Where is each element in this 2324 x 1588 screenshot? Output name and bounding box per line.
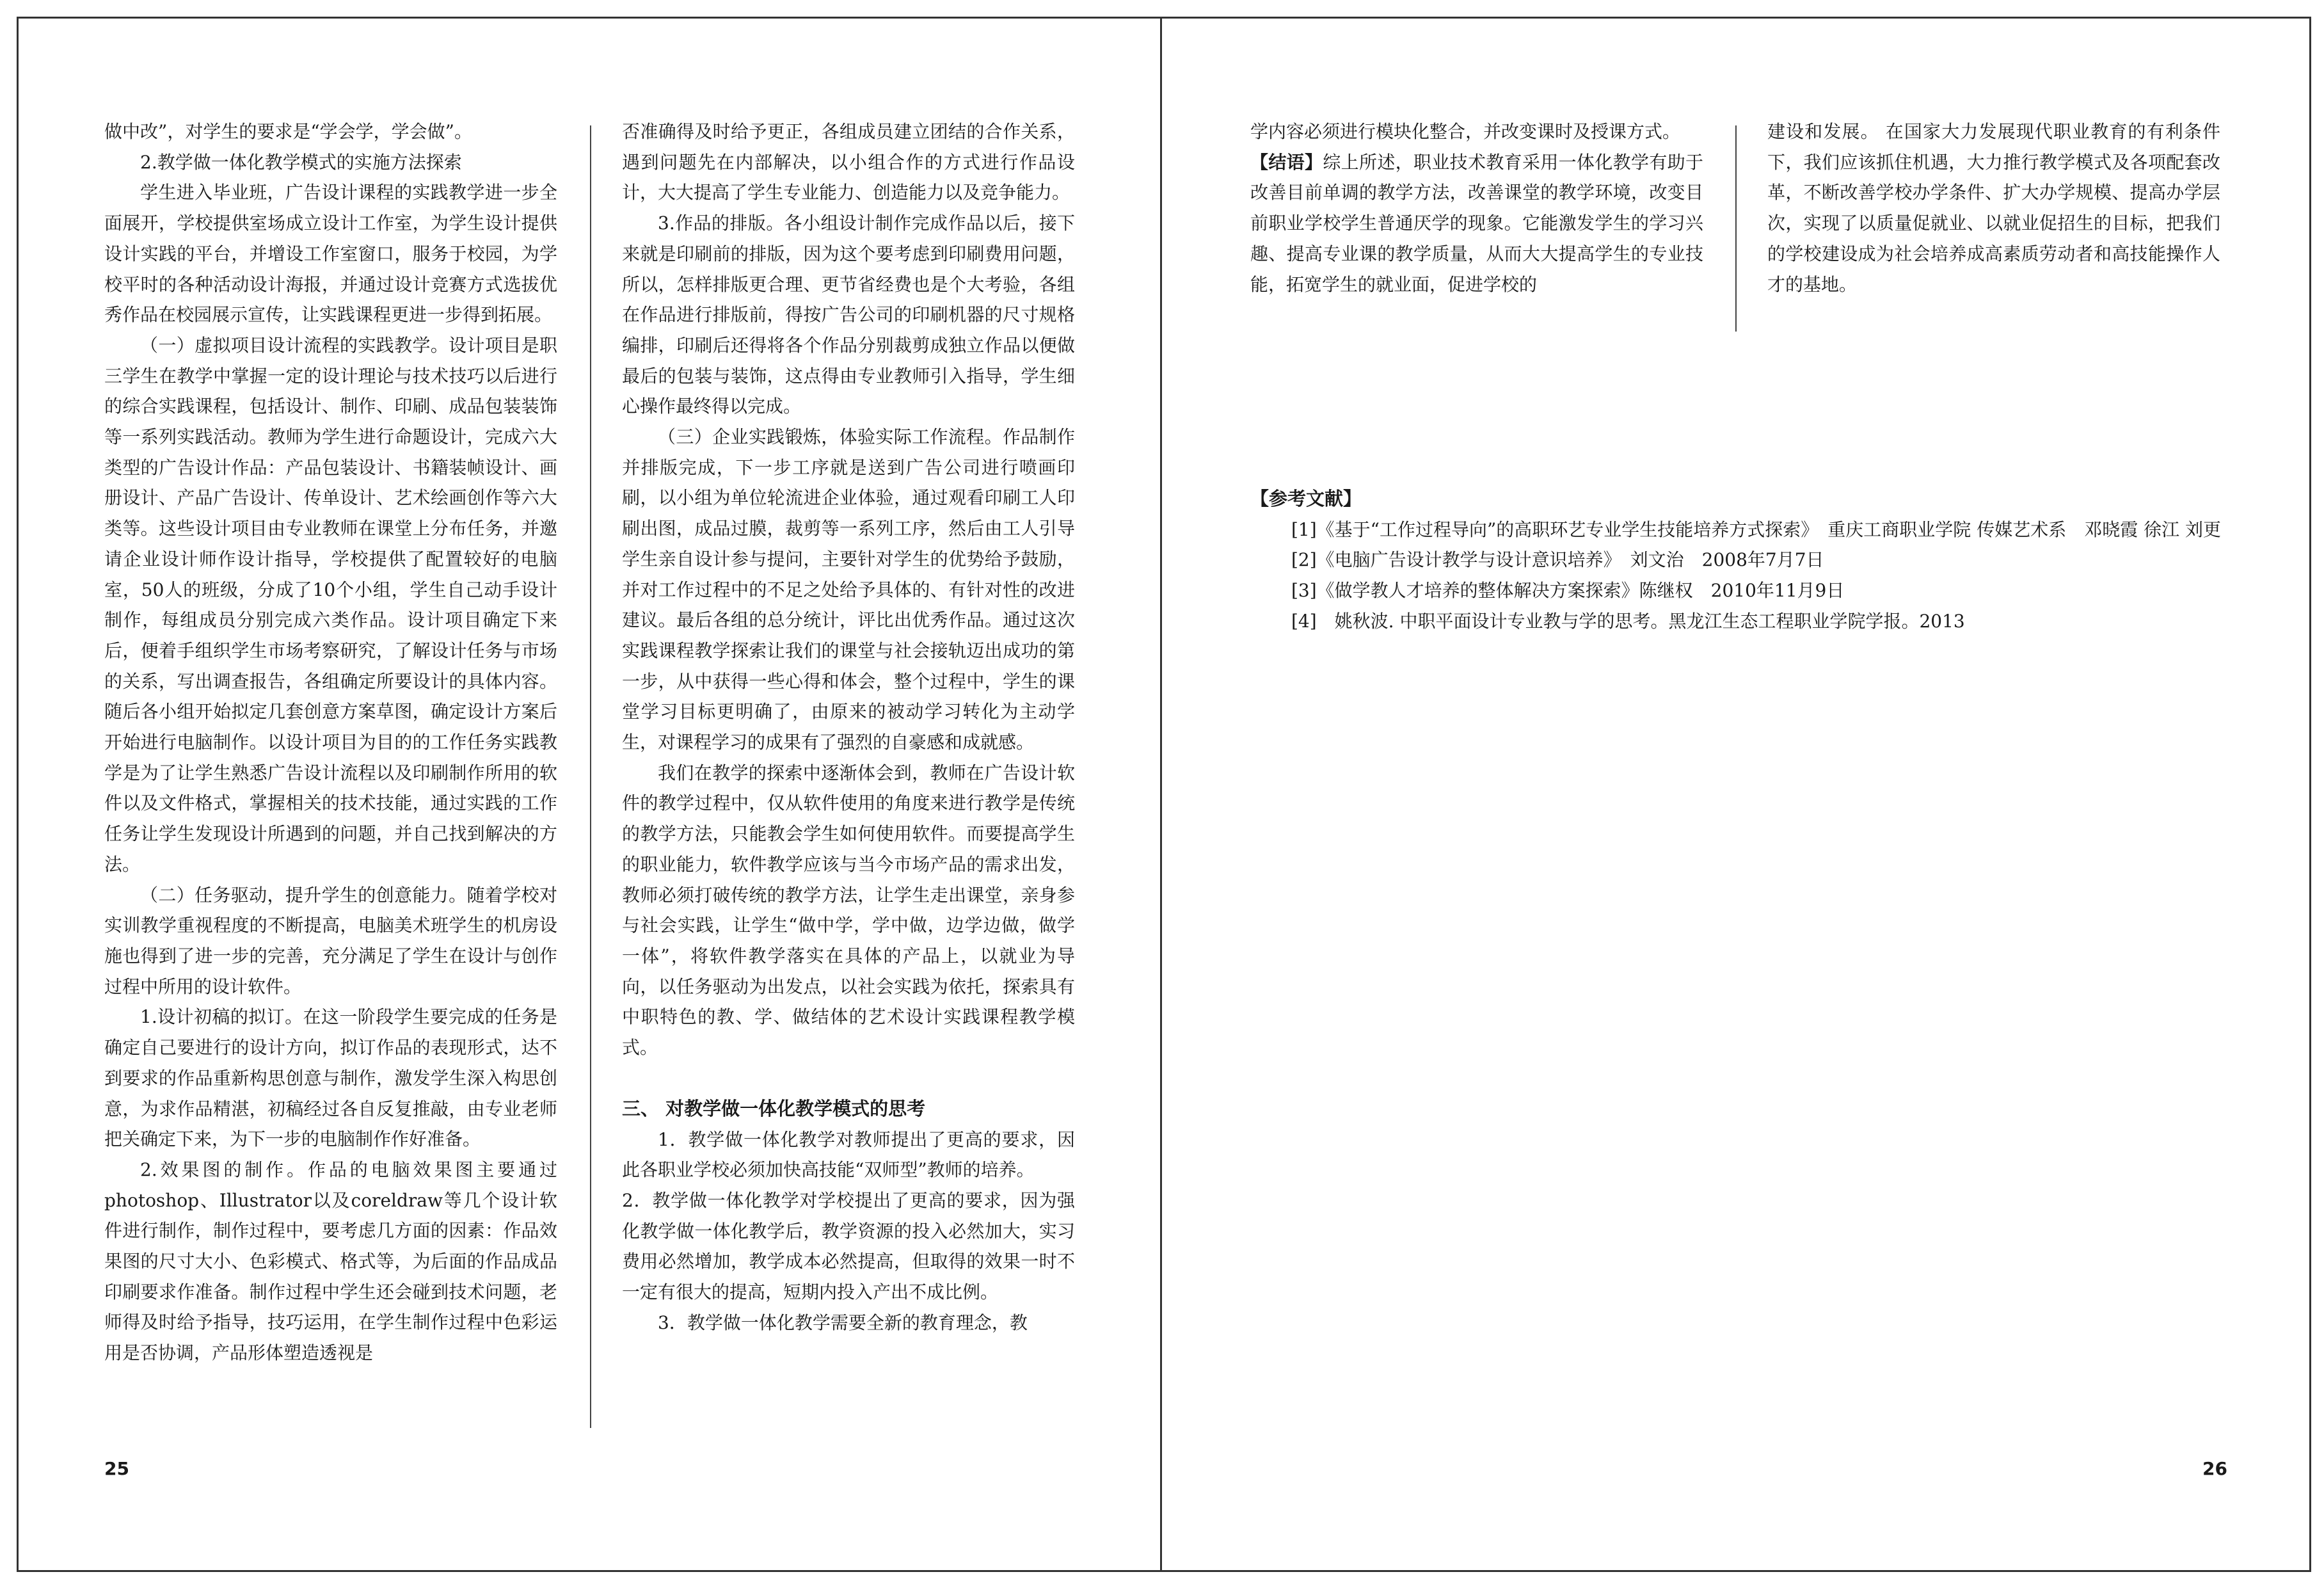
reference-item: [2]《电脑广告设计教学与设计意识培养》 刘文治 2008年7月7日	[1291, 549, 1824, 571]
paragraph: 1.设计初稿的拟订。在这一阶段学生要完成的任务是确定自己要进行的设计方向，拟订作品的表现形式，达不到要求的作品重新构思创意与制作，激发学生深入构思创意，为求作品精湛，初稿经过各自反复推敲，由专业老师把关确定下来，为下一步的电脑制作作好准备。	[104, 1006, 557, 1150]
paragraph: （一）虚拟项目设计流程的实践教学。设计项目是职三学生在教学中掌握一定的设计理论与技术技巧以后进行的综合实践课程，包括设计、制作、印刷、成品包装装饰等一系列实践活动。教师为学生进行命题设计，完成六大类型的广告设计作品：产品包装设计、书籍装帧设计、画册设计、产品广告设计、传单设计、艺术绘画创作等六大类等。这些设计项目由专业教师在课堂上分布任务，并邀请企业设计师作设计指导，学校提供了配置较好的电脑室，50人的班级，分成了10个小组，学生自己动手设计制作，每组成员分别完成六类作品。设计项目确定下来后，便着手组织学生市场考察研究，了解设计任务与市场的关系，写出调查报告，各组确定所要设计的具体内容。随后各小组开始拟定几套创意方案草图，确定设计方案后开始进行电脑制作。以设计项目为目的的工作任务实践教学是为了让学生熟悉广告设计流程以及印刷制作所用的软件以及文件格式，掌握相关的技术技能，通过实践的工作任务让学生发现设计所遇到的问题，并自己找到解决的方法。	[104, 334, 557, 875]
paragraph: 2．教学做一体化教学对学校提出了更高的要求，因为强化教学做一体化教学后，教学资源的投入必然加大，实习费用必然增加，教学成本必然提高，但取得的效果一时不一定有很大的提高，短期内投入产出不成比例。	[622, 1189, 1075, 1303]
left-page-column-1	[104, 116, 557, 1368]
paragraph: （二）任务驱动，提升学生的创意能力。随着学校对实训教学重视程度的不断提高，电脑美术班学生的机房设施也得到了进一步的完善，充分满足了学生在设计与创作过程中所用的设计软件。	[104, 884, 557, 997]
paragraph: 否准确得及时给予更正，各组成员建立团结的合作关系，遇到问题先在内部解决，以小组合作的方式进行作品设计，大大提高了学生专业能力、创造能力以及竞争能力。	[622, 121, 1075, 204]
page-number-left: 25	[104, 1458, 129, 1479]
section-heading: 三、 对教学做一体化教学模式的思考	[622, 1097, 926, 1119]
paragraph: 1．教学做一体化教学对教师提出了更高的要求，因此各职业学校必须加快高技能“双师型”教师的培养。	[622, 1128, 1075, 1181]
reference-item: [1]《基于“工作过程导向”的高职环艺专业学生技能培养方式探索》 重庆工商职业学院 传媒艺术系 邓晓霞 徐江 刘更	[1291, 518, 2221, 540]
paragraph: 学内容必须进行模块化整合，并改变课时及授课方式。	[1250, 121, 1681, 142]
paragraph: 2.效果图的制作。作品的电脑效果图主要通过photoshop、Illustrator以及coreldraw等几个设计软件进行制作，制作过程中，要考虑几方面的因素：作品效果图的尺寸大小、色彩模式、格式等，为后面的作品成品印刷要求作准备。制作过程中学生还会碰到技术问题，老师得及时给予指导，技巧运用，在学生制作过程中色彩运用是否协调，产品形体塑造透视是	[104, 1159, 557, 1364]
conclusion-label: 【结语】	[1250, 151, 1323, 173]
references-title: 【参考文献】	[1250, 488, 1362, 509]
reference-item: [3]《做学教人才培养的整体解决方案探索》陈继权 2010年11月9日	[1291, 580, 1845, 602]
page-number-right: 26	[2202, 1458, 2227, 1479]
paragraph: 3.作品的排版。各小组设计制作完成作品以后，接下来就是印刷前的排版，因为这个要考虑到印刷费用问题，所以，怎样排版更合理、更节省经费也是个大考验，各组在作品进行排版前，得按广告公司的印刷机器的尺寸规格编排，印刷后还得将各个作品分别裁剪成独立作品以便做最后的包装与装饰，这点得由专业教师引入指导，学生细心操作最终得以完成。	[622, 213, 1075, 417]
column-rule	[590, 125, 591, 1428]
paragraph: 学生进入毕业班，广告设计课程的实践教学进一步全面展开，学校提供室场成立设计工作室，为学生设计提供设计实践的平台，并增设工作室窗口，服务于校园，为学校平时的各种活动设计海报，并通过设计竞赛方式选拔优秀作品在校园展示宣传，让实践课程更进一步得到拓展。	[104, 182, 557, 326]
conclusion-text: 综上所述，职业技术教育采用一体化教学有助于改善目前单调的教学方法，改善课堂的教学环境，改变目前职业学校学生普通厌学的现象。它能激发学生的学习兴趣、提高专业课的教学质量，从而大大提高学生的专业技能，拓宽学生的就业面，促进学校的	[1250, 151, 1703, 295]
paragraph: （三）企业实践锻炼，体验实际工作流程。作品制作并排版完成，下一步工序就是送到广告公司进行喷画印刷，以小组为单位轮流进企业体验，通过观看印刷工人印刷出图，成品过膜，裁剪等一系列工序，然后由工人引导学生亲自设计参与提问，主要针对学生的优势给予鼓励，并对工作过程中的不足之处给予具体的、有针对性的改进建议。最后各组的总分统计，评比出优秀作品。通过这次实践课程教学探索让我们的课堂与社会接轨迈出成功的第一步，从中获得一些心得和体会，整个过程中，学生的课堂学习目标更明确了，由原来的被动学习转化为主动学生，对课程学习的成果有了强烈的自豪感和成就感。	[622, 426, 1075, 753]
right-page-column-1	[1250, 116, 1703, 300]
right-page-column-2	[1767, 116, 2220, 300]
column-rule	[1735, 125, 1737, 332]
references-section	[1250, 484, 2229, 637]
left-page-column-2	[622, 116, 1075, 1338]
paragraph: 我们在教学的探索中逐渐体会到，教师在广告设计软件的教学过程中，仅从软件使用的角度来进行教学是传统的教学方法，只能教会学生如何使用软件。而要提高学生的职业能力，软件教学应该与当今市场产品的需求出发，教师必须打破传统的教学方法，让学生走出课堂，亲身参与社会实践，让学生“做中学，学中做，边学边做，做学一体”，将软件教学落实在具体的产品上，以就业为导向，以任务驱动为出发点，以社会实践为依托，探索具有中职特色的教、学、做结体的艺术设计实践课程教学模式。	[622, 762, 1075, 1059]
paragraph: 3．教学做一体化教学需要全新的教育理念，教	[658, 1311, 1028, 1333]
paragraph: 建设和发展。 在国家大力发展现代职业教育的有利条件下，我们应该抓住机遇，大力推行教学模式及各项配套改革，不断改善学校办学条件、扩大办学规模、提高办学层次，实现了以质量促就业、以就业促招生的目标，把我们的学校建设成为社会培养成高素质劳动者和高技能操作人才的基地。	[1767, 121, 2220, 295]
page-gutter-divider	[1160, 17, 1162, 1572]
reference-item: [4] 姚秋波. 中职平面设计专业教与学的思考。黑龙江生态工程职业学院学报。2013	[1291, 610, 1965, 632]
section-subheading: 2.教学做一体化教学模式的实施方法探索	[140, 151, 462, 173]
conclusion-paragraph	[1250, 147, 1703, 300]
paragraph: 做中改”，对学生的要求是“学会学，学会做”。	[104, 121, 472, 142]
